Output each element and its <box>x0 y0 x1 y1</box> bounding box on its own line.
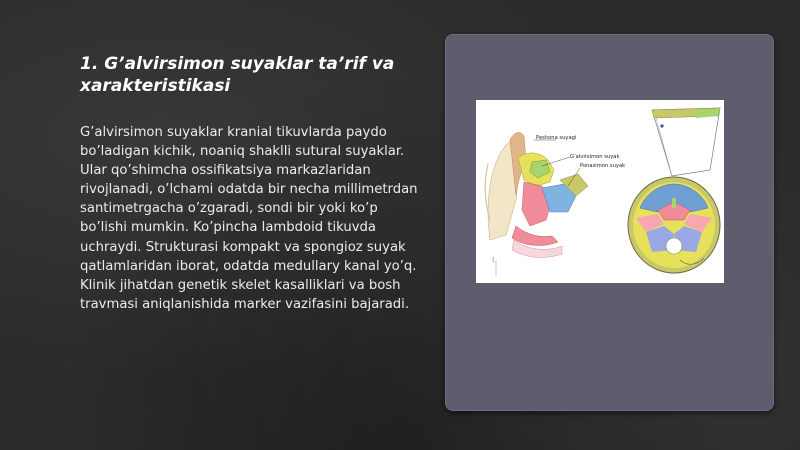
svg-text:(: ( <box>492 256 495 264</box>
skull-base-view <box>628 177 720 273</box>
label-ethmoid-bone: G’alvirsimon suyak <box>570 154 620 160</box>
cranium-box-diagram <box>652 108 720 176</box>
anatomy-figure <box>476 100 724 283</box>
slide-title: 1. G’alvirsimon suyaklar ta’rif va xarakteristikasi <box>80 54 395 96</box>
label-sphenoid-bone: Ponasimon suyak <box>580 163 626 169</box>
slide-body-text: G’alvirsimon suyaklar kranial tikuvlarda paydo bo’ladigan kichik, noaniq shaklli sutural suyaklar. Ular qo’shimcha ossifikatsiya markazlaridan rivojlanadi, o’lchami odatda bir necha millimetrdan santimetrgacha o’zgaradi, sondi bir yoki ko’p bo’lishi mumkin. Ko’pincha lambdoid tikuvda uchraydi. Strukturasi kompakt va spongioz suyak qatlamlaridan iborat, odatda medullary kanal yo’q. Klinik jihatdan genetik skelet kasalliklari va bosh travmasi aniqlanishida marker vazifasini bajaradi. <box>80 125 418 312</box>
anatomy-illustration <box>476 100 724 283</box>
label-frontal-bone: Peshona suyagi <box>536 135 577 141</box>
image-card <box>445 34 774 411</box>
sagittal-section <box>485 133 625 276</box>
